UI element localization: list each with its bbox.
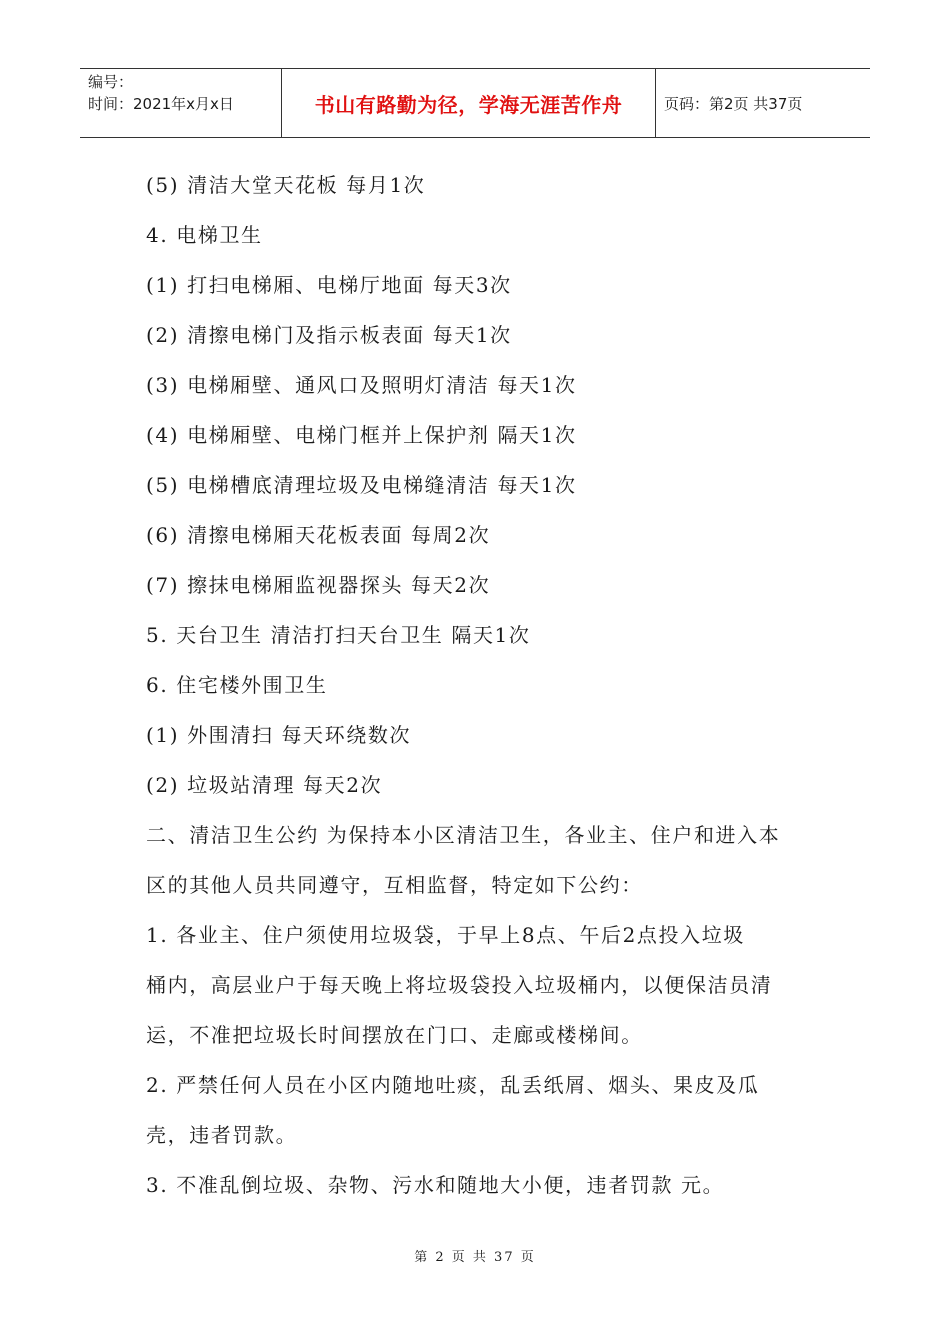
body-line: (1) 外围清扫 每天环绕数次 <box>146 723 412 747</box>
body-line: 二、清洁卫生公约 为保持本小区清洁卫生，各业主、住户和进入本 <box>146 823 781 847</box>
body-line: 区的其他人员共同遵守，互相监督，特定如下公约： <box>146 873 643 897</box>
page-header <box>80 68 870 138</box>
body-line: 2. 严禁任何人员在小区内随地吐痰，乱丢纸屑、烟头、果皮及瓜 <box>146 1073 760 1097</box>
body-line: 桶内，高层业户于每天晚上将垃圾袋投入垃圾桶内，以便保洁员清 <box>146 973 773 997</box>
body-line: (5) 电梯槽底清理垃圾及电梯缝清洁 每天1次 <box>146 473 577 497</box>
body-line: 3. 不准乱倒垃圾、杂物、污水和随地大小便，违者罚款 元。 <box>146 1173 725 1197</box>
page-footer: 第 2 页 共 37 页 <box>414 1250 536 1265</box>
header-page-info: 页码：第2页 共37页 <box>664 94 803 113</box>
body-line: 壳，违者罚款。 <box>146 1123 298 1147</box>
body-line: 6. 住宅楼外围卫生 <box>146 673 328 697</box>
document-date: 时间：2021年x月x日 <box>88 95 234 113</box>
body-line: 1. 各业主、住户须使用垃圾袋，于早上8点、午后2点投入垃圾 <box>146 923 745 947</box>
body-line: (6) 清擦电梯厢天花板表面 每周2次 <box>146 523 491 547</box>
body-line: (5) 清洁大堂天花板 每月1次 <box>146 173 426 197</box>
header-meta <box>80 69 282 137</box>
header-motto: 书山有路勤为径，学海无涯苦作舟 <box>314 92 623 117</box>
header-motto-cell <box>282 69 656 137</box>
body-line: (7) 擦抹电梯厢监视器探头 每天2次 <box>146 573 491 597</box>
document-body <box>146 160 816 1210</box>
body-line: 5. 天台卫生 清洁打扫天台卫生 隔天1次 <box>146 623 531 647</box>
body-line: (1) 打扫电梯厢、电梯厅地面 每天3次 <box>146 273 512 297</box>
body-line: (4) 电梯厢壁、电梯门框并上保护剂 隔天1次 <box>146 423 577 447</box>
body-line: (3) 电梯厢壁、通风口及照明灯清洁 每天1次 <box>146 373 577 397</box>
document-number-label: 编号： <box>88 73 134 91</box>
body-line: 运，不准把垃圾长时间摆放在门口、走廊或楼梯间。 <box>146 1023 643 1047</box>
body-line: (2) 清擦电梯门及指示板表面 每天1次 <box>146 323 512 347</box>
body-line: (2) 垃圾站清理 每天2次 <box>146 773 383 797</box>
body-line: 4. 电梯卫生 <box>146 223 263 247</box>
